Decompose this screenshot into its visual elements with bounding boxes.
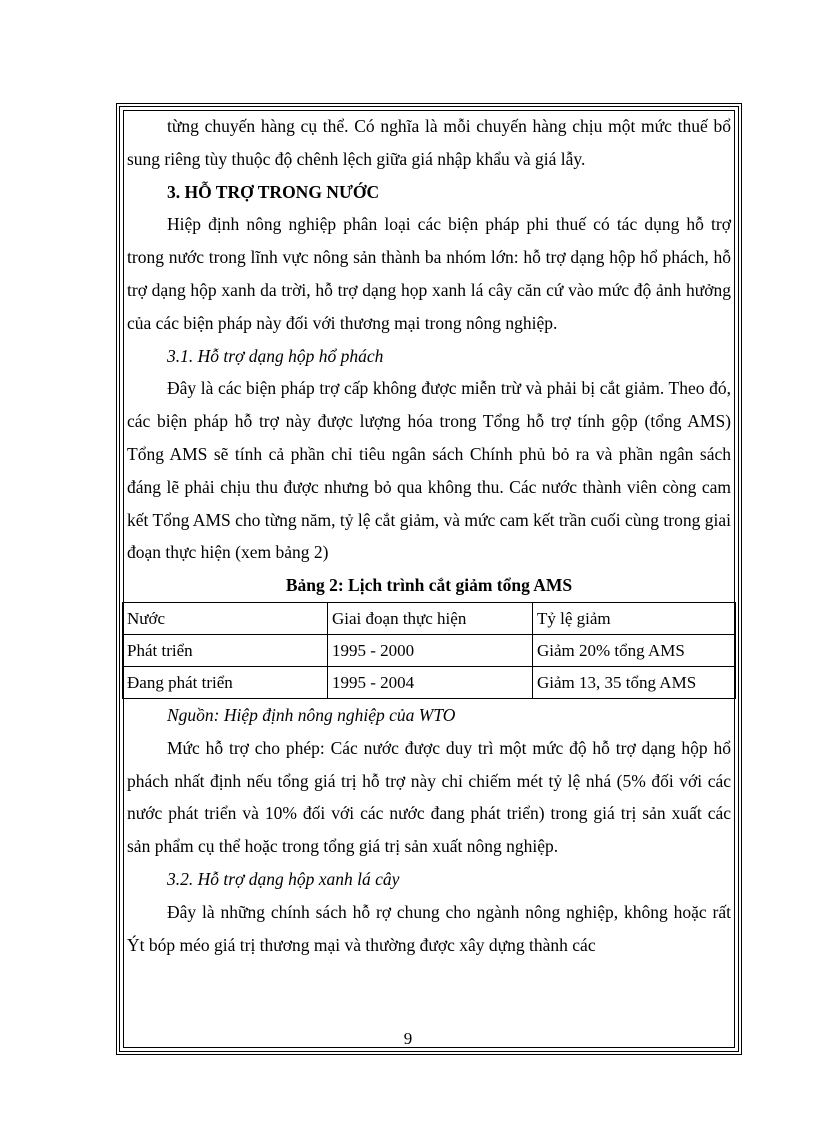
subsection-heading-3-2: 3.2. Hỗ trợ dạng hộp xanh lá cây [167,868,400,889]
table-header-cell: Tỷ lệ giảm [533,602,736,634]
table-header-cell: Nước [123,602,328,634]
paragraph-allowed-support: Mức hỗ trợ cho phép: Các nước được duy trì một mức độ hỗ trợ dạng hộp hổ phách nhất định nếu tổng giá trị hỗ trợ này chỉ chiếm mét tỷ lệ nhá (5% đối với các nước phát triển và 10% đối với các nước đang phát triển) trong giá trị sản xuất các sản phẩm cụ thể hoặc trong tổng giá trị sản xuất nông nghiệp. [127,737,731,857]
paragraph-intro: từng chuyến hàng cụ thể. Có nghĩa là mỗi chuyến hàng chịu một mức thuế bổ sung riêng tùy thuộc độ chênh lệch giữa giá nhập khẩu và giá lẫy. [127,116,731,169]
table-source: Nguồn: Hiệp định nông nghiệp của WTO [167,704,456,725]
table-cell: Đang phát triển [123,666,328,698]
table-header-row [123,602,736,634]
document-body [127,110,731,961]
page-number: 9 [403,1029,413,1048]
table-row [123,666,736,698]
table-cell: Giảm 20% tổng AMS [533,634,736,666]
paragraph-domestic-support: Hiệp định nông nghiệp phân loại các biện pháp phi thuế có tác dụng hỗ trợ trong nước trong lĩnh vực nông sản thành ba nhóm lớn: hỗ trợ dạng hộp hổ phách, hỗ trợ dạng hộp xanh da trời, hỗ trợ dạng họp xanh lá cây căn cứ vào mức độ ảnh hưởng của các biện pháp này đối với thương mại trong nông nghiệp. [127,214,731,333]
table-row [123,634,736,666]
paragraph-amber-box: Đây là các biện pháp trợ cấp không được miễn trừ và phải bị cắt giảm. Theo đó, các biện pháp hỗ trợ này được lượng hóa trong Tổng hỗ trợ tính gộp (tổng AMS) Tổng AMS sẽ tính cả phần chỉ tiêu ngân sách Chính phủ bỏ ra và phần ngân sách đáng lẽ phải chịu thu được nhưng bỏ qua không thu. Các nước thành viên còng cam kết Tổng AMS cho từng năm, tỷ lệ cắt giảm, và mức cam kết trần cuối cùng trong giai đoạn thực hiện (xem bảng 2) [127,378,731,563]
paragraph-green-box: Đây là những chính sách hỗ rợ chung cho ngành nông nghiệp, không hoặc rất Ýt bóp méo giá trị thương mại và thường được xây dựng thành các [127,901,731,955]
table-cell: Phát triển [123,634,328,666]
subsection-heading-3-1: 3.1. Hỗ trợ dạng hộp hổ phách [167,345,384,366]
section-heading-3: 3. HỖ TRỢ TRONG NƯỚC [167,181,380,202]
ams-reduction-table [122,602,736,699]
table-cell: 1995 - 2000 [328,634,533,666]
table-cell: Giảm 13, 35 tổng AMS [533,666,736,698]
table-cell: 1995 - 2004 [328,666,533,698]
table-header-cell: Giai đoạn thực hiện [328,602,533,634]
table-caption: Bảng 2: Lịch trình cắt giảm tổng AMS [285,575,573,596]
